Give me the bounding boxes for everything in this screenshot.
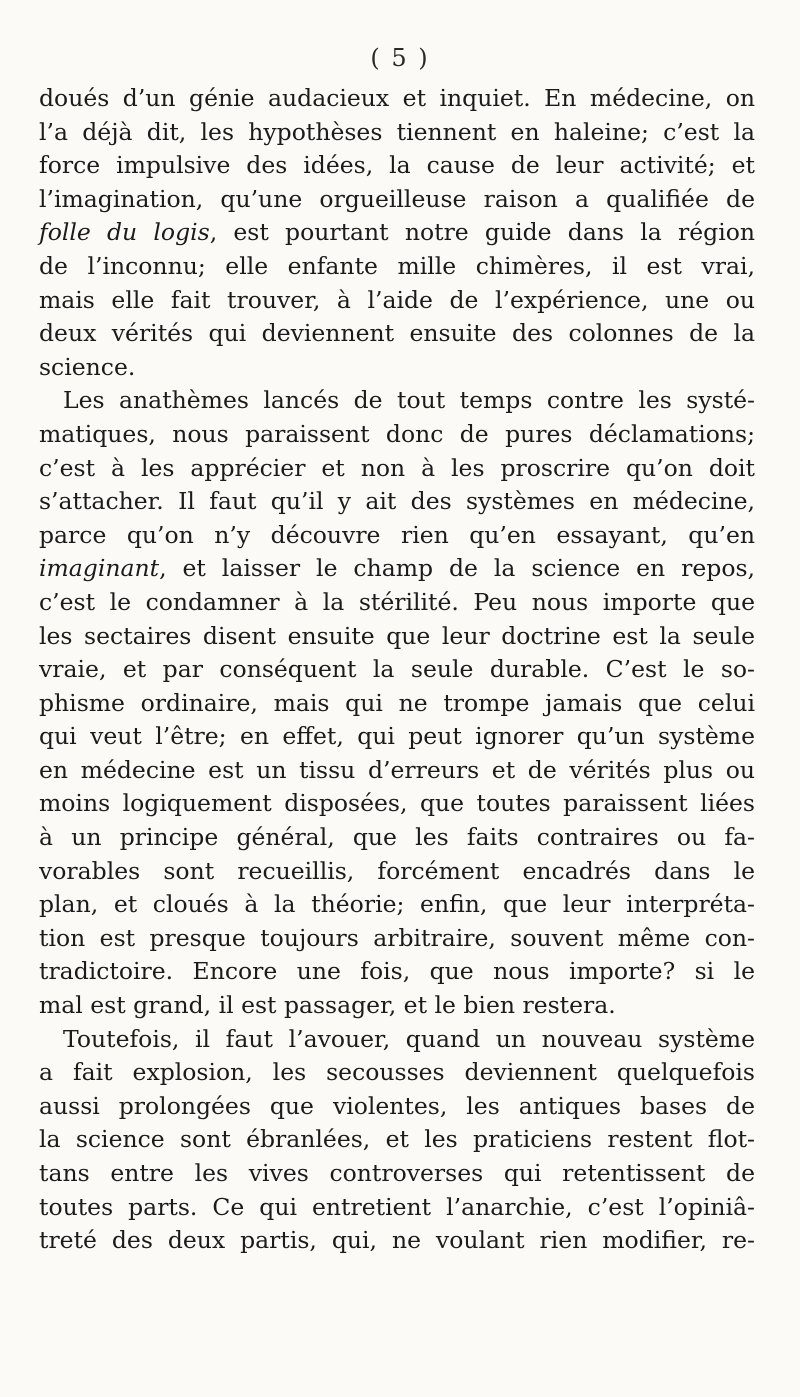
text-line: qui veut l’être; en effet, qui peut ignorer qu’un système <box>39 722 755 751</box>
italic-phrase: imaginant <box>39 554 160 583</box>
text-line: mais elle fait trouver, à l’aide de l’expérience, une ou <box>39 285 755 314</box>
text-line: Les anathèmes lancés de tout temps contre les systé- <box>63 386 755 415</box>
text-line: matiques, nous paraissent donc de pures déclamations; <box>39 419 755 448</box>
text-line: vorables sont recueillis, forcément encadrés dans le <box>39 856 755 885</box>
text-segment: , et laisser le champ de la science en repos, <box>159 554 755 583</box>
text-line: a fait explosion, les secousses deviennent quelquefois <box>39 1058 755 1087</box>
body-text <box>39 82 755 1258</box>
page-number: ( 5 ) <box>370 44 430 72</box>
text-line: moins logiquement disposées, que toutes paraissent liées <box>39 789 755 818</box>
text-line: force impulsive des idées, la cause de leur activité; et <box>39 151 755 180</box>
text-line: aussi prolongées que violentes, les antiques bases de <box>39 1091 755 1120</box>
text-line: plan, et cloués à la théorie; enfin, que leur interpréta- <box>39 890 755 919</box>
text-line <box>39 216 755 250</box>
text-line: tradictoire. Encore une fois, que nous importe? si le <box>39 957 755 986</box>
text-line: tans entre les vives controverses qui retentissent de <box>39 1159 755 1187</box>
text-line: vraie, et par conséquent la seule durable. C’est le so- <box>39 655 755 684</box>
text-line: parce qu’on n’y découvre rien qu’en essayant, qu’en <box>39 520 755 549</box>
text-line: l’a déjà dit, les hypothèses tiennent en haleine; c’est la <box>39 117 755 146</box>
text-line: en médecine est un tissu d’erreurs et de vérités plus ou <box>39 755 755 784</box>
text-line: phisme ordinaire, mais qui ne trompe jamais que celui <box>39 688 755 717</box>
text-line: la science sont ébranlées, et les praticiens restent flot- <box>39 1125 755 1154</box>
text-line: s’attacher. Il faut qu’il y ait des systèmes en médecine, <box>39 487 755 516</box>
text-line: c’est le condamner à la stérilité. Peu nous importe que <box>39 587 755 616</box>
text-line: de l’inconnu; elle enfante mille chimères, il est vrai, <box>39 251 755 280</box>
text-line: c’est à les apprécier et non à les proscrire qu’on doit <box>39 453 755 482</box>
text-line: tion est presque toujours arbitraire, souvent même con- <box>39 923 755 952</box>
text-line: doués d’un génie audacieux et inquiet. En médecine, on <box>39 84 755 112</box>
text-line: toutes parts. Ce qui entretient l’anarchie, c’est l’opiniâ- <box>39 1192 755 1221</box>
text-line: mal est grand, il est passager, et le bien restera. <box>39 991 616 1020</box>
text-line: deux vérités qui deviennent ensuite des colonnes de la <box>39 319 755 348</box>
text-line: Toutefois, il faut l’avouer, quand un nouveau système <box>63 1024 755 1053</box>
text-line: treté des deux partis, qui, ne voulant rien modifier, re- <box>39 1226 755 1255</box>
text-segment: , est pourtant notre guide dans la région <box>209 218 755 247</box>
italic-phrase: folle du logis <box>39 218 210 247</box>
text-line <box>39 552 755 586</box>
text-line: à un principe général, que les faits contraires ou fa- <box>39 823 755 852</box>
text-line: l’imagination, qu’une orgueilleuse raison a qualifiée de <box>39 184 755 213</box>
text-line: science. <box>39 352 136 381</box>
text-line: les sectaires disent ensuite que leur doctrine est la seule <box>39 621 755 650</box>
